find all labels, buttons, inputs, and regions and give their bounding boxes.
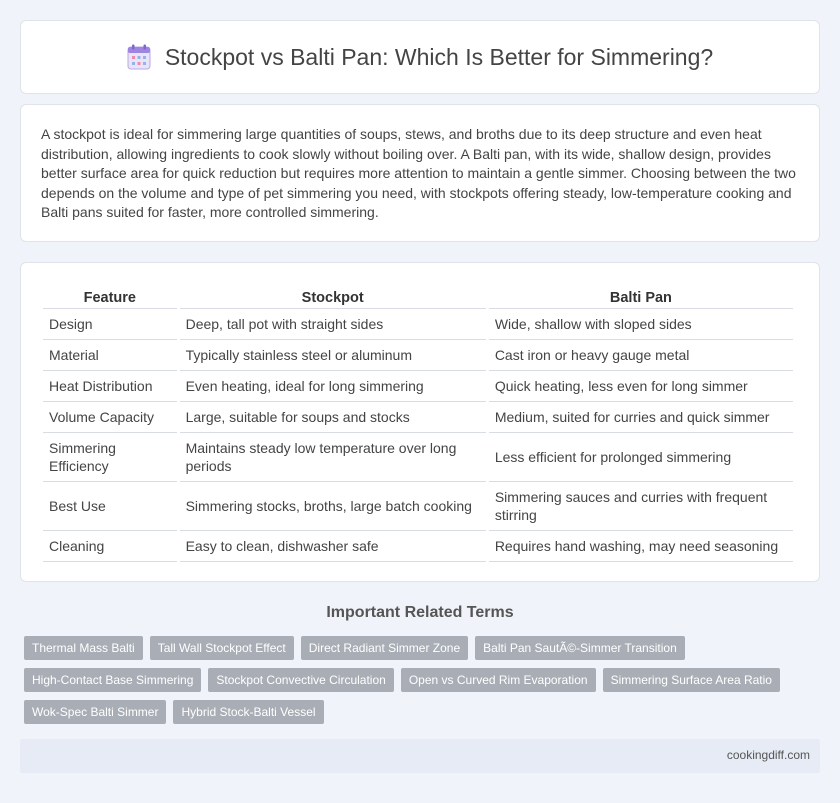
balti-cell: Requires hand washing, may need seasoning	[489, 531, 793, 562]
header-feature: Feature	[43, 281, 177, 309]
related-term-tag[interactable]: Simmering Surface Area Ratio	[603, 668, 780, 692]
related-term-tag[interactable]: High-Contact Base Simmering	[24, 668, 201, 692]
balti-cell: Wide, shallow with sloped sides	[489, 309, 793, 340]
comparison-table	[40, 281, 796, 562]
feature-cell: Volume Capacity	[43, 402, 177, 433]
intro-paragraph: A stockpot is ideal for simmering large quantities of soups, stews, and broths due to its deep structure and even heat distribution, allowing ingredients to cook slowly without boiling over. A Balti pan, with its wide, shallow design, provides better surface area for quick reduction but requires more attention to maintain a gentle simmer. Choosing between the two depends on the volume and type of pet simmering you need, with stockpots offering steady, low-temperature cooking and Balti pans suited for faster, more controlled simmering.	[41, 126, 796, 221]
balti-cell: Simmering sauces and curries with frequent stirring	[489, 482, 793, 531]
related-term-tag[interactable]: Open vs Curved Rim Evaporation	[401, 668, 596, 692]
stockpot-cell: Typically stainless steel or aluminum	[180, 340, 486, 371]
stockpot-cell: Large, suitable for soups and stocks	[180, 402, 486, 433]
page-title: Stockpot vs Balti Pan: Which Is Better for Simmering?	[164, 43, 714, 70]
table-row	[43, 482, 793, 531]
header-stockpot: Stockpot	[180, 281, 486, 309]
table-row	[43, 371, 793, 402]
table-row	[43, 309, 793, 340]
balti-cell: Cast iron or heavy gauge metal	[489, 340, 793, 371]
related-terms-list	[24, 636, 820, 724]
balti-cell: Less efficient for prolonged simmering	[489, 433, 793, 482]
related-term-tag[interactable]: Thermal Mass Balti	[24, 636, 143, 660]
calendar-icon	[127, 44, 151, 70]
header-card	[20, 20, 820, 94]
feature-cell: Design	[43, 309, 177, 340]
stockpot-cell: Simmering stocks, broths, large batch cooking	[180, 482, 486, 531]
balti-cell: Quick heating, less even for long simmer	[489, 371, 793, 402]
table-row	[43, 340, 793, 371]
related-term-tag[interactable]: Hybrid Stock-Balti Vessel	[173, 700, 323, 724]
footer-site-link[interactable]: cookingdiff.com	[726, 748, 810, 762]
table-header-row	[43, 281, 793, 309]
stockpot-cell: Easy to clean, dishwasher safe	[180, 531, 486, 562]
related-term-tag[interactable]: Tall Wall Stockpot Effect	[150, 636, 294, 660]
related-term-tag[interactable]: Direct Radiant Simmer Zone	[301, 636, 468, 660]
header-balti-pan: Balti Pan	[489, 281, 793, 309]
feature-cell: Material	[43, 340, 177, 371]
stockpot-cell: Maintains steady low temperature over long periods	[180, 433, 486, 482]
table-row	[43, 402, 793, 433]
comparison-table-card	[20, 262, 820, 582]
related-term-tag[interactable]: Balti Pan SautÃ©-Simmer Transition	[475, 636, 685, 660]
feature-cell: Simmering Efficiency	[43, 433, 177, 482]
table-row	[43, 433, 793, 482]
table-row	[43, 531, 793, 562]
feature-cell: Heat Distribution	[43, 371, 177, 402]
balti-cell: Medium, suited for curries and quick simmer	[489, 402, 793, 433]
feature-cell: Best Use	[43, 482, 177, 531]
feature-cell: Cleaning	[43, 531, 177, 562]
related-terms-title: Important Related Terms	[326, 604, 514, 621]
stockpot-cell: Deep, tall pot with straight sides	[180, 309, 486, 340]
related-term-tag[interactable]: Stockpot Convective Circulation	[208, 668, 393, 692]
related-term-tag[interactable]: Wok-Spec Balti Simmer	[24, 700, 166, 724]
intro-card	[20, 104, 820, 242]
title-wrap	[127, 44, 713, 71]
footer	[20, 739, 820, 773]
stockpot-cell: Even heating, ideal for long simmering	[180, 371, 486, 402]
